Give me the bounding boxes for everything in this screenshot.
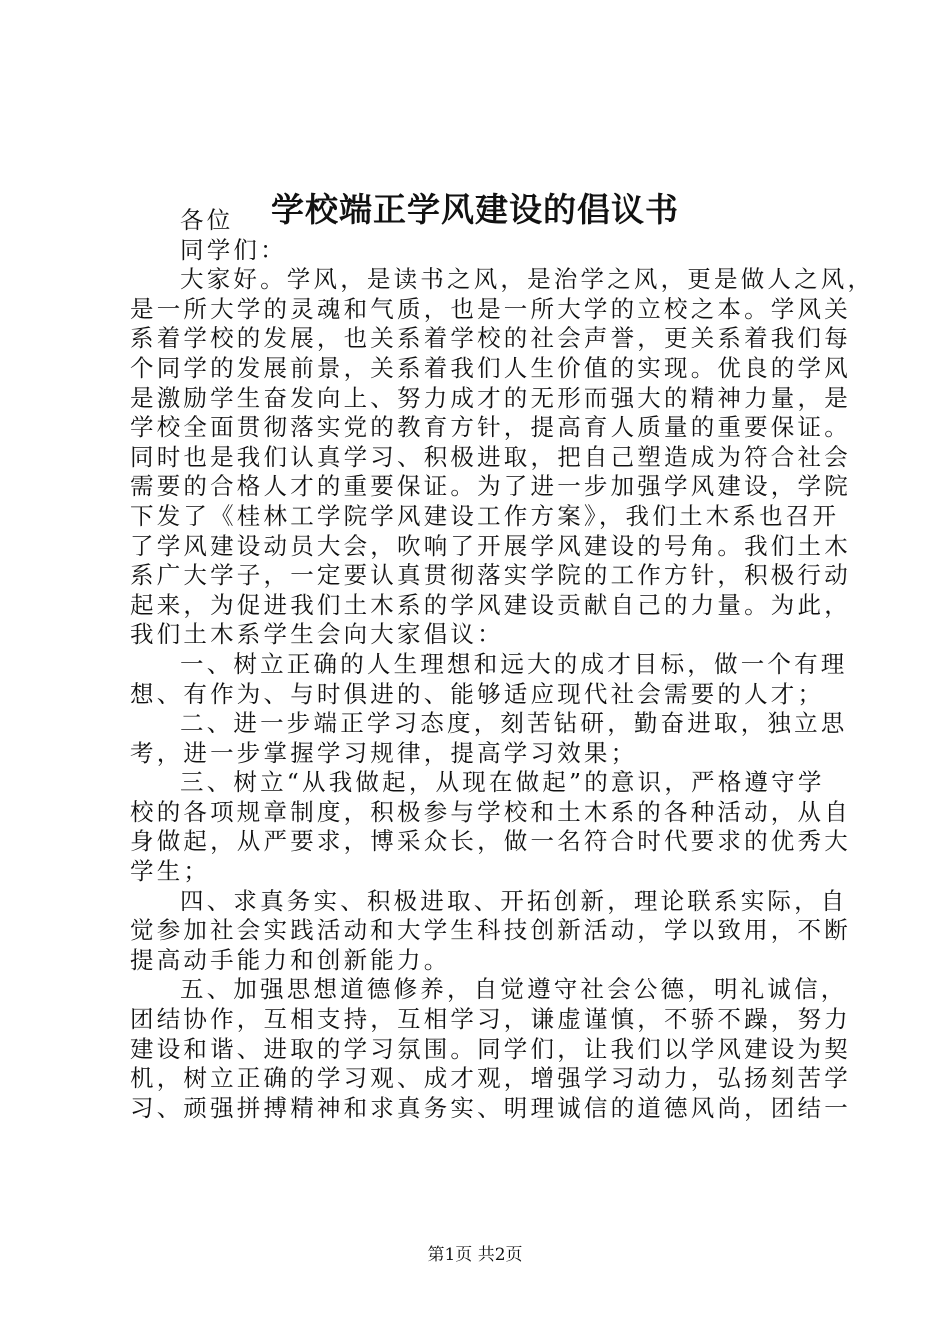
- document-title: 学校端正学风建设的倡议书: [271, 190, 679, 229]
- body-line: 习、顽强拼搏精神和求真务实、明理诚信的道德风尚，团结一: [130, 1093, 851, 1122]
- body-line: 团结协作，互相支持，互相学习，谦虚谨慎，不骄不躁，努力: [130, 1005, 851, 1034]
- greeting-line-2: 同学们：: [180, 235, 287, 264]
- body-line: 起来，为促进我们土木系的学风建设贡献自己的力量。为此，: [130, 590, 851, 619]
- body-line: 需要的合格人才的重要保证。为了进一步加强学风建设，学院: [130, 472, 851, 501]
- body-line: 个同学的发展前景，关系着我们人生价值的实现。优良的学风: [130, 353, 851, 382]
- body-line: 下发了《桂林工学院学风建设工作方案》，我们土木系也召开: [130, 501, 840, 530]
- body-line: 提高动手能力和创新能力。: [130, 945, 451, 974]
- body-line: 身做起，从严要求，博采众长，做一名符合时代要求的优秀大: [130, 827, 851, 856]
- body-line: 二、进一步端正学习态度，刻苦钻研，勤奋进取，独立思: [180, 709, 848, 738]
- body-line: 觉参加社会实践活动和大学生科技创新活动，学以致用，不断: [130, 916, 851, 945]
- body-line: 一、树立正确的人生理想和远大的成才目标，做一个有理: [180, 649, 848, 678]
- body-line: 建设和谐、进取的学习氛围。同学们，让我们以学风建设为契: [130, 1034, 851, 1063]
- body-line: 校的各项规章制度，积极参与学校和土木系的各种活动，从自: [130, 797, 851, 826]
- body-line: 系着学校的发展，也关系着学校的社会声誉，更关系着我们每: [130, 324, 851, 353]
- body-line: 机，树立正确的学习观、成才观，增强学习动力，弘扬刻苦学: [130, 1064, 851, 1093]
- body-line: 大家好。学风，是读书之风，是治学之风，更是做人之风，: [180, 265, 875, 294]
- greeting-line-1: 各位: [180, 206, 234, 234]
- body-line: 了学风建设动员大会，吹响了开展学风建设的号角。我们土木: [130, 531, 851, 560]
- page-indicator: 第1页 共2页: [427, 1245, 523, 1265]
- document-body: [130, 206, 875, 1123]
- body-line: 考，进一步掌握学习规律，提高学习效果；: [130, 738, 638, 767]
- body-lines: [130, 265, 875, 1123]
- body-line: 学生；: [130, 857, 211, 886]
- body-line: 四、求真务实、积极进取、开拓创新，理论联系实际，自: [180, 886, 848, 915]
- body-line: 系广大学子，一定要认真贯彻落实学院的工作方针，积极行动: [130, 561, 851, 590]
- body-line: 我们土木系学生会向大家倡议：: [130, 620, 504, 649]
- body-line: 学校全面贯彻落实党的教育方针，提高育人质量的重要保证。: [130, 413, 851, 442]
- body-line: 是激励学生奋发向上、努力成才的无形而强大的精神力量，是: [130, 383, 851, 412]
- body-line: 同时也是我们认真学习、积极进取，把自己塑造成为符合社会: [130, 442, 851, 471]
- body-line: 想、有作为、与时俱进的、能够适应现代社会需要的人才；: [130, 679, 825, 708]
- body-line: 三、树立“从我做起，从现在做起”的意识，严格遵守学: [180, 768, 825, 797]
- body-line: 五、加强思想道德修养，自觉遵守社会公德，明礼诚信，: [180, 975, 848, 1004]
- body-line: 是一所大学的灵魂和气质，也是一所大学的立校之本。学风关: [130, 294, 851, 323]
